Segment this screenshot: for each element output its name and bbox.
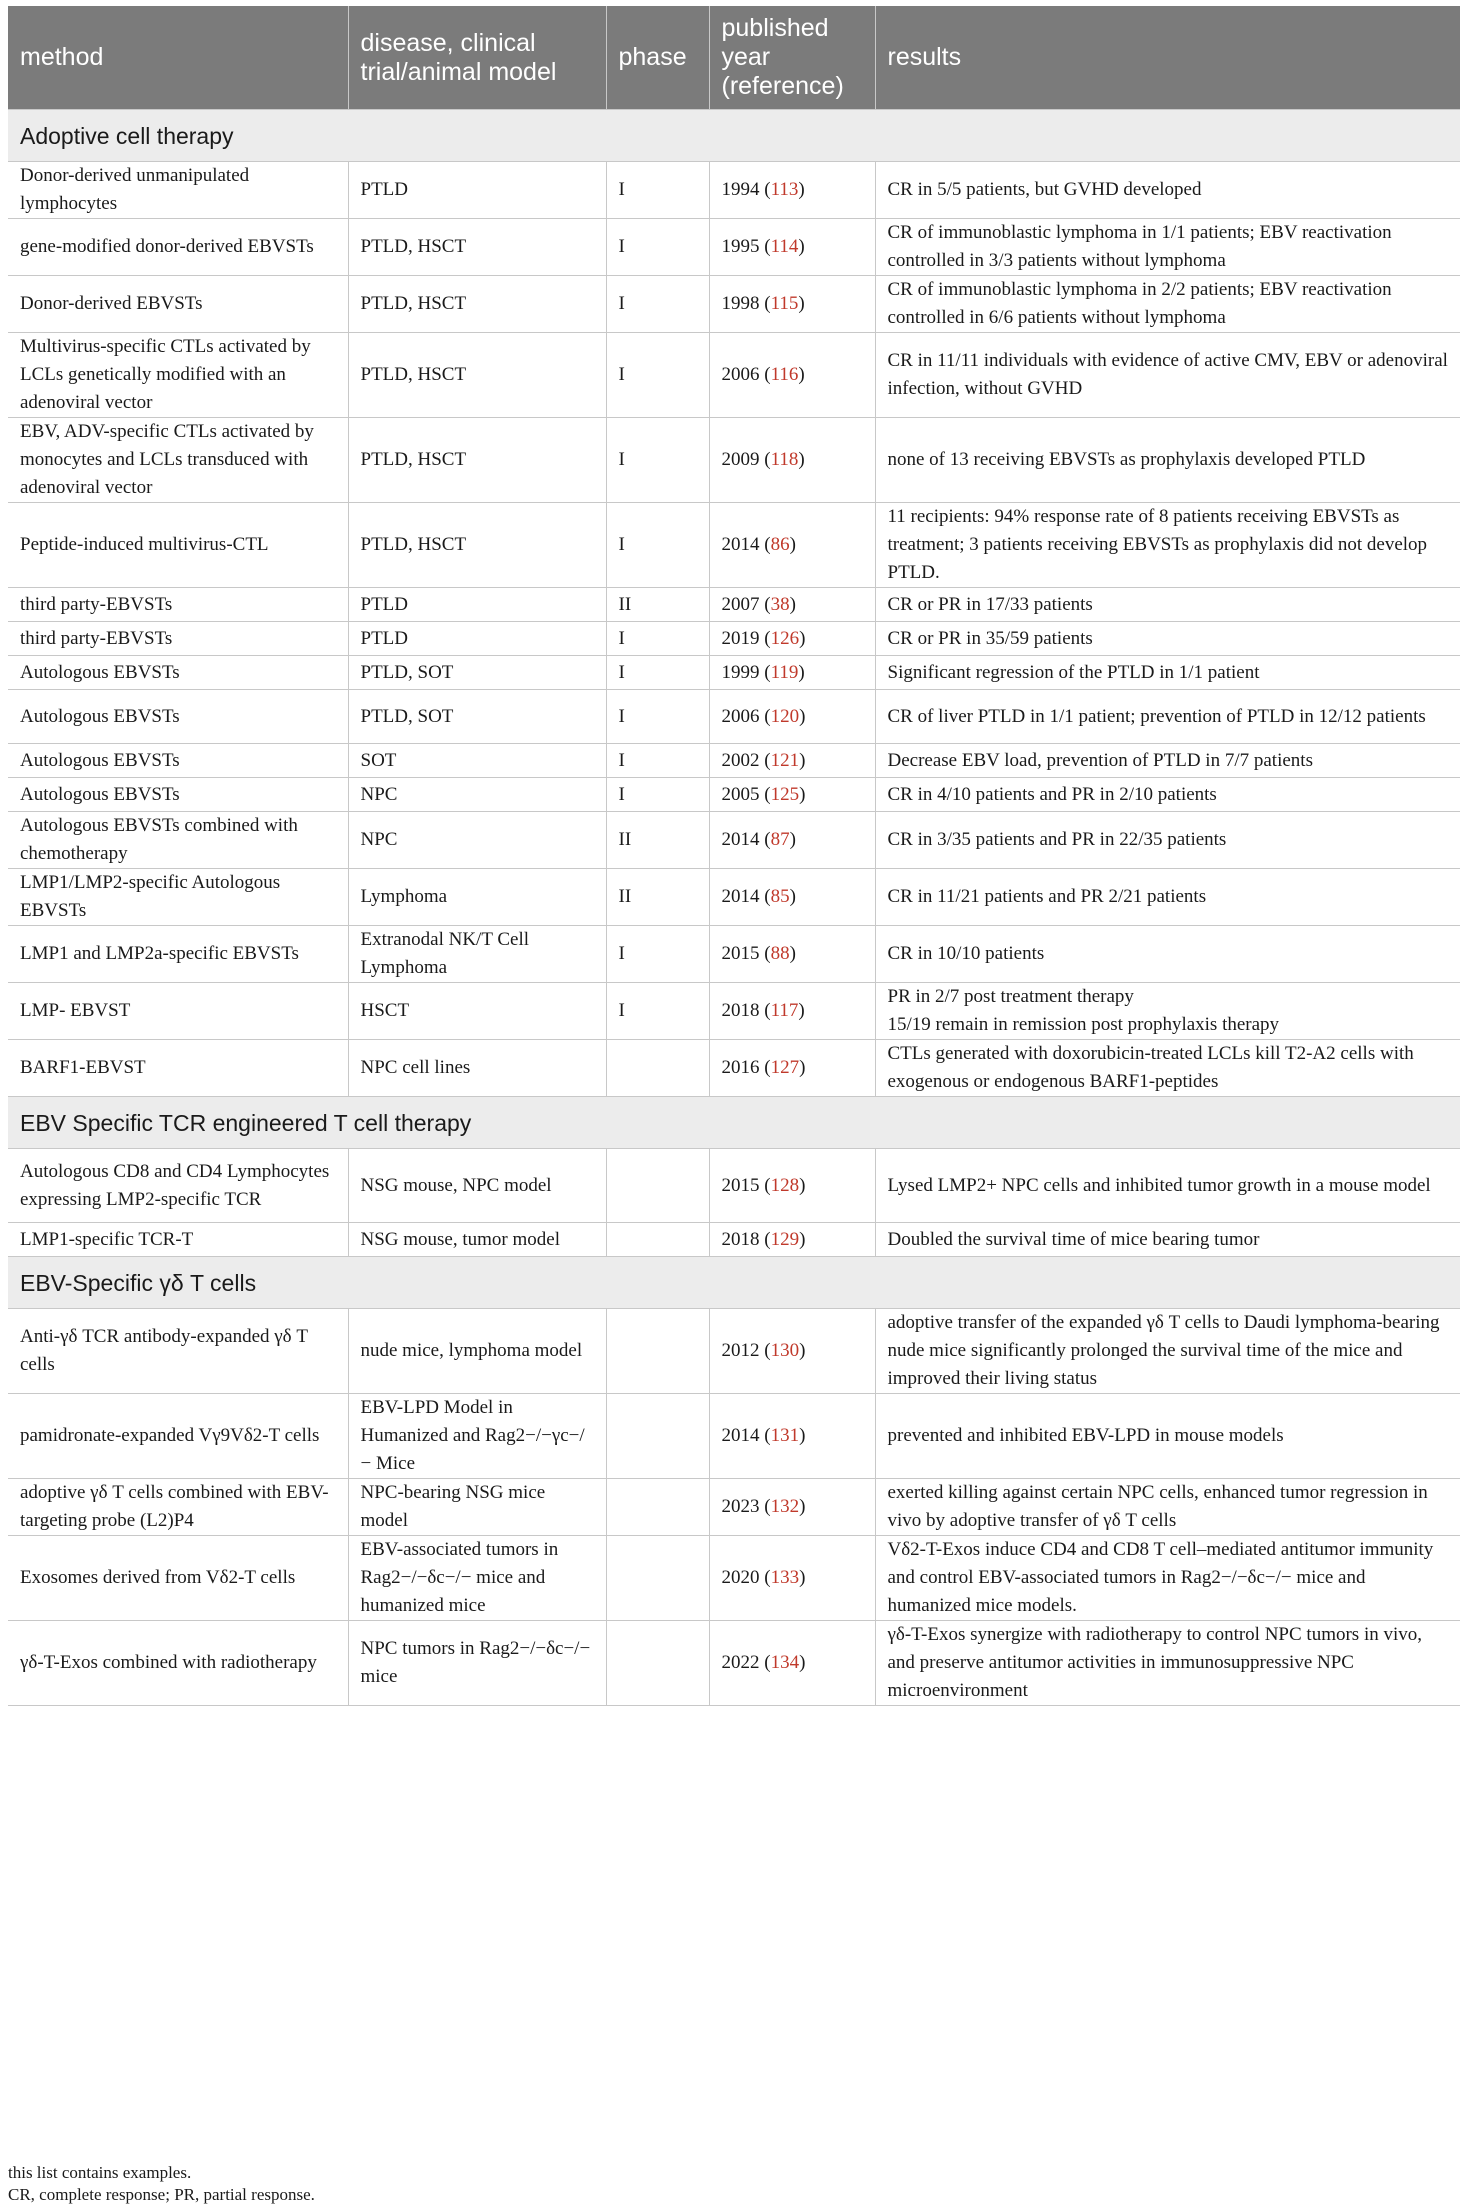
reference-link[interactable]: 125 xyxy=(770,783,800,805)
table-row xyxy=(8,778,1460,812)
cell-results: PR in 2/7 post treatment therapy 15/19 remain in remission post prophylaxis therapy xyxy=(875,983,1460,1040)
cell-results: CR in 11/11 individuals with evidence of active CMV, EBV or adenoviral infection, without GVHD xyxy=(875,333,1460,418)
year-text: 2012 xyxy=(721,1340,760,1361)
section-row xyxy=(8,1257,1460,1309)
cell-results: CR of liver PTLD in 1/1 patient; prevention of PTLD in 12/12 patients xyxy=(875,690,1460,744)
header-results: results xyxy=(875,6,1460,110)
table-row xyxy=(8,503,1460,588)
table-row xyxy=(8,1536,1460,1621)
cell-model: PTLD, HSCT xyxy=(348,418,606,503)
cell-results: CR in 3/35 patients and PR in 22/35 patients xyxy=(875,812,1460,869)
cell-method: Autologous EBVSTs combined with chemotherapy xyxy=(8,812,348,869)
cell-phase: II xyxy=(606,812,709,869)
cell-phase: I xyxy=(606,744,709,778)
cell-year: 1999 (119) xyxy=(709,656,875,690)
cell-year: 2023 (132) xyxy=(709,1479,875,1536)
table-row xyxy=(8,744,1460,778)
cell-results: γδ-T-Exos synergize with radiotherapy to control NPC tumors in vivo, and preserve antitumor activities in immunosuppressive NPC microenvironment xyxy=(875,1621,1460,1706)
cell-model: HSCT xyxy=(348,983,606,1040)
cell-phase xyxy=(606,1040,709,1097)
year-text: 2007 xyxy=(721,593,760,615)
cell-year: 2015 (88) xyxy=(709,926,875,983)
cell-method: Autologous EBVSTs xyxy=(8,690,348,744)
cell-method: Donor-derived EBVSTs xyxy=(8,276,348,333)
table-row xyxy=(8,1040,1460,1097)
table-row xyxy=(8,812,1460,869)
year-text: 1999 xyxy=(721,661,760,683)
table-row xyxy=(8,656,1460,690)
cell-method: LMP1-specific TCR-T xyxy=(8,1223,348,1257)
cell-year: 2022 (134) xyxy=(709,1621,875,1706)
table-row xyxy=(8,276,1460,333)
cell-phase: II xyxy=(606,588,709,622)
cell-phase xyxy=(606,1479,709,1536)
cell-results: prevented and inhibited EBV-LPD in mouse models xyxy=(875,1394,1460,1479)
reference-link[interactable]: 131 xyxy=(770,1425,800,1446)
cell-results: exerted killing against certain NPC cells, enhanced tumor regression in vivo by adoptive transfer of γδ T cells xyxy=(875,1479,1460,1536)
cell-year: 1994 (113) xyxy=(709,162,875,219)
cell-year: 2019 (126) xyxy=(709,622,875,656)
cell-year: 1998 (115) xyxy=(709,276,875,333)
cell-year: 2018 (117) xyxy=(709,983,875,1040)
header-method: method xyxy=(8,6,348,110)
cell-results: CR in 10/10 patients xyxy=(875,926,1460,983)
reference-link[interactable]: 116 xyxy=(770,364,799,385)
year-text: 2014 xyxy=(721,534,760,555)
cell-year: 2007 (38) xyxy=(709,588,875,622)
cell-model: PTLD, HSCT xyxy=(348,503,606,588)
year-text: 2022 xyxy=(721,1652,760,1673)
table-row xyxy=(8,1479,1460,1536)
cell-year: 2009 (118) xyxy=(709,418,875,503)
reference-link[interactable]: 85 xyxy=(770,886,790,907)
cell-model: PTLD xyxy=(348,588,606,622)
cell-phase: I xyxy=(606,622,709,656)
cell-method: Exosomes derived from Vδ2-T cells xyxy=(8,1536,348,1621)
cell-model: PTLD, SOT xyxy=(348,656,606,690)
cell-results: Doubled the survival time of mice bearing tumor xyxy=(875,1223,1460,1257)
cell-model: NSG mouse, NPC model xyxy=(348,1149,606,1223)
reference-link[interactable]: 115 xyxy=(770,293,799,314)
cell-phase: I xyxy=(606,983,709,1040)
reference-link[interactable]: 118 xyxy=(770,449,799,470)
cell-year: 2006 (116) xyxy=(709,333,875,418)
cell-phase: I xyxy=(606,418,709,503)
table-body xyxy=(8,110,1460,1706)
cell-results: CR in 5/5 patients, but GVHD developed xyxy=(875,162,1460,219)
cell-results: CTLs generated with doxorubicin-treated LCLs kill T2-A2 cells with exogenous or endogenous BARF1-peptides xyxy=(875,1040,1460,1097)
cell-method: Donor-derived unmanipulated lymphocytes xyxy=(8,162,348,219)
cell-method: Multivirus-specific CTLs activated by LCLs genetically modified with an adenoviral vector xyxy=(8,333,348,418)
table-row xyxy=(8,1149,1460,1223)
results-table xyxy=(8,6,1460,1706)
cell-method: Anti-γδ TCR antibody-expanded γδ T cells xyxy=(8,1309,348,1394)
cell-phase xyxy=(606,1394,709,1479)
cell-phase xyxy=(606,1149,709,1223)
cell-method: adoptive γδ T cells combined with EBV-targeting probe (L2)P4 xyxy=(8,1479,348,1536)
cell-results: adoptive transfer of the expanded γδ T cells to Daudi lymphoma-bearing nude mice significantly prolonged the survival time of the mice and improved their living status xyxy=(875,1309,1460,1394)
cell-model: Extranodal NK/T Cell Lymphoma xyxy=(348,926,606,983)
header-model: disease, clinical trial/animal model xyxy=(348,6,606,110)
table-footnotes xyxy=(8,2162,1448,2206)
table-row xyxy=(8,1394,1460,1479)
table-row xyxy=(8,622,1460,656)
cell-phase: I xyxy=(606,333,709,418)
cell-year: 2014 (87) xyxy=(709,812,875,869)
cell-results: 11 recipients: 94% response rate of 8 patients receiving EBVSTs as treatment; 3 patients receiving EBVSTs as prophylaxis did not develop PTLD. xyxy=(875,503,1460,588)
year-text: 2006 xyxy=(721,364,760,385)
year-text: 2009 xyxy=(721,449,760,470)
cell-results: CR in 4/10 patients and PR in 2/10 patients xyxy=(875,778,1460,812)
cell-phase: I xyxy=(606,690,709,744)
reference-link[interactable]: 88 xyxy=(770,943,790,964)
year-text: 2019 xyxy=(721,627,760,649)
footnote: this list contains examples. xyxy=(8,2163,192,2182)
year-text: 2016 xyxy=(721,1057,760,1078)
cell-model: NPC tumors in Rag2−/−δc−/− mice xyxy=(348,1621,606,1706)
cell-phase: I xyxy=(606,778,709,812)
cell-phase: I xyxy=(606,219,709,276)
cell-phase: I xyxy=(606,503,709,588)
cell-model: EBV-associated tumors in Rag2−/−δc−/− mice and humanized mice xyxy=(348,1536,606,1621)
cell-phase xyxy=(606,1621,709,1706)
cell-method: third party-EBVSTs xyxy=(8,588,348,622)
cell-model: NPC xyxy=(348,812,606,869)
cell-method: γδ-T-Exos combined with radiotherapy xyxy=(8,1621,348,1706)
year-text: 2014 xyxy=(721,829,760,850)
cell-year: 2014 (86) xyxy=(709,503,875,588)
cell-phase: I xyxy=(606,926,709,983)
cell-year: 2005 (125) xyxy=(709,778,875,812)
cell-model: PTLD, HSCT xyxy=(348,276,606,333)
cell-results: CR of immunoblastic lymphoma in 1/1 patients; EBV reactivation controlled in 3/3 patients without lymphoma xyxy=(875,219,1460,276)
cell-method: pamidronate-expanded Vγ9Vδ2-T cells xyxy=(8,1394,348,1479)
cell-method: EBV, ADV-specific CTLs activated by monocytes and LCLs transduced with adenoviral vector xyxy=(8,418,348,503)
section-title: EBV Specific TCR engineered T cell therapy xyxy=(8,1097,1460,1149)
cell-results: none of 13 receiving EBVSTs as prophylaxis developed PTLD xyxy=(875,418,1460,503)
reference-link[interactable]: 126 xyxy=(770,627,800,649)
cell-year: 2006 (120) xyxy=(709,690,875,744)
cell-method: LMP- EBVST xyxy=(8,983,348,1040)
cell-model: NSG mouse, tumor model xyxy=(348,1223,606,1257)
section-row xyxy=(8,1097,1460,1149)
header-phase: phase xyxy=(606,6,709,110)
cell-year: 2020 (133) xyxy=(709,1536,875,1621)
cell-results: Decrease EBV load, prevention of PTLD in 7/7 patients xyxy=(875,744,1460,778)
header-row xyxy=(8,6,1460,110)
reference-link[interactable]: 134 xyxy=(770,1652,800,1673)
table-row xyxy=(8,219,1460,276)
year-text: 1994 xyxy=(721,179,760,200)
cell-phase xyxy=(606,1223,709,1257)
cell-method: Peptide-induced multivirus-CTL xyxy=(8,503,348,588)
cell-method: Autologous EBVSTs xyxy=(8,778,348,812)
footnote: CR, complete response; PR, partial response. xyxy=(8,2185,315,2204)
cell-phase: I xyxy=(606,276,709,333)
table-row xyxy=(8,162,1460,219)
reference-link[interactable]: 132 xyxy=(770,1496,800,1517)
cell-model: PTLD, HSCT xyxy=(348,219,606,276)
cell-results: CR of immunoblastic lymphoma in 2/2 patients; EBV reactivation controlled in 6/6 patients without lymphoma xyxy=(875,276,1460,333)
cell-model: NPC xyxy=(348,778,606,812)
cell-method: BARF1-EBVST xyxy=(8,1040,348,1097)
year-text: 2014 xyxy=(721,1425,760,1446)
reference-link[interactable]: 129 xyxy=(770,1228,800,1250)
table-row xyxy=(8,333,1460,418)
cell-phase: I xyxy=(606,162,709,219)
cell-method: third party-EBVSTs xyxy=(8,622,348,656)
cell-model: EBV-LPD Model in Humanized and Rag2−/−γc−/− Mice xyxy=(348,1394,606,1479)
cell-model: nude mice, lymphoma model xyxy=(348,1309,606,1394)
table-row xyxy=(8,926,1460,983)
cell-phase: I xyxy=(606,656,709,690)
reference-link[interactable]: 133 xyxy=(770,1567,800,1588)
cell-method: LMP1/LMP2-specific Autologous EBVSTs xyxy=(8,869,348,926)
year-text: 2018 xyxy=(721,1228,760,1250)
year-text: 2006 xyxy=(721,705,760,727)
year-text: 2002 xyxy=(721,749,760,771)
cell-model: NPC cell lines xyxy=(348,1040,606,1097)
year-text: 2018 xyxy=(721,1000,760,1021)
reference-link[interactable]: 86 xyxy=(770,534,790,555)
cell-model: SOT xyxy=(348,744,606,778)
year-text: 2020 xyxy=(721,1567,760,1588)
year-text: 2005 xyxy=(721,783,760,805)
section-title: EBV-Specific γδ T cells xyxy=(8,1257,1460,1309)
year-text: 1998 xyxy=(721,293,760,314)
cell-year: 2014 (131) xyxy=(709,1394,875,1479)
cell-method: gene-modified donor-derived EBVSTs xyxy=(8,219,348,276)
cell-model: PTLD, SOT xyxy=(348,690,606,744)
table-row xyxy=(8,1621,1460,1706)
cell-phase xyxy=(606,1309,709,1394)
cell-phase: II xyxy=(606,869,709,926)
cell-year: 2002 (121) xyxy=(709,744,875,778)
reference-link[interactable]: 128 xyxy=(770,1174,800,1196)
year-text: 2014 xyxy=(721,886,760,907)
reference-link[interactable]: 113 xyxy=(770,179,799,200)
cell-year: 2014 (85) xyxy=(709,869,875,926)
reference-link[interactable]: 38 xyxy=(770,593,790,615)
year-text: 2015 xyxy=(721,1174,760,1196)
cell-model: PTLD, HSCT xyxy=(348,333,606,418)
cell-results: CR or PR in 35/59 patients xyxy=(875,622,1460,656)
cell-method: Autologous EBVSTs xyxy=(8,656,348,690)
year-text: 1995 xyxy=(721,236,760,257)
section-row xyxy=(8,110,1460,162)
reference-link[interactable]: 117 xyxy=(770,1000,799,1021)
cell-phase xyxy=(606,1536,709,1621)
cell-year: 2012 (130) xyxy=(709,1309,875,1394)
reference-link[interactable]: 121 xyxy=(770,749,800,771)
cell-year: 2015 (128) xyxy=(709,1149,875,1223)
cell-method: Autologous CD8 and CD4 Lymphocytes expressing LMP2-specific TCR xyxy=(8,1149,348,1223)
cell-results: Significant regression of the PTLD in 1/1 patient xyxy=(875,656,1460,690)
reference-link[interactable]: 127 xyxy=(770,1057,800,1078)
table-row xyxy=(8,690,1460,744)
cell-model: Lymphoma xyxy=(348,869,606,926)
cell-year: 2018 (129) xyxy=(709,1223,875,1257)
table-row xyxy=(8,1223,1460,1257)
cell-year: 2016 (127) xyxy=(709,1040,875,1097)
year-text: 2015 xyxy=(721,943,760,964)
reference-link[interactable]: 87 xyxy=(770,829,790,850)
cell-model: PTLD xyxy=(348,162,606,219)
table-row xyxy=(8,869,1460,926)
reference-link[interactable]: 114 xyxy=(770,236,799,257)
table-header xyxy=(8,6,1460,110)
cell-model: NPC-bearing NSG mice model xyxy=(348,1479,606,1536)
cell-method: LMP1 and LMP2a-specific EBVSTs xyxy=(8,926,348,983)
cell-method: Autologous EBVSTs xyxy=(8,744,348,778)
reference-link[interactable]: 120 xyxy=(770,705,800,727)
cell-results: CR in 11/21 patients and PR 2/21 patients xyxy=(875,869,1460,926)
cell-model: PTLD xyxy=(348,622,606,656)
header-year: published year (reference) xyxy=(709,6,875,110)
reference-link[interactable]: 119 xyxy=(770,661,799,683)
year-text: 2023 xyxy=(721,1496,760,1517)
table-row xyxy=(8,588,1460,622)
cell-year: 1995 (114) xyxy=(709,219,875,276)
table-row xyxy=(8,1309,1460,1394)
section-title: Adoptive cell therapy xyxy=(8,110,1460,162)
cell-results: CR or PR in 17/33 patients xyxy=(875,588,1460,622)
table-row xyxy=(8,418,1460,503)
reference-link[interactable]: 130 xyxy=(770,1340,800,1361)
cell-results: Lysed LMP2+ NPC cells and inhibited tumor growth in a mouse model xyxy=(875,1149,1460,1223)
table-row xyxy=(8,983,1460,1040)
cell-results: Vδ2-T-Exos induce CD4 and CD8 T cell–mediated antitumor immunity and control EBV-associated tumors in Rag2−/−δc−/− mice and humanized mice models. xyxy=(875,1536,1460,1621)
